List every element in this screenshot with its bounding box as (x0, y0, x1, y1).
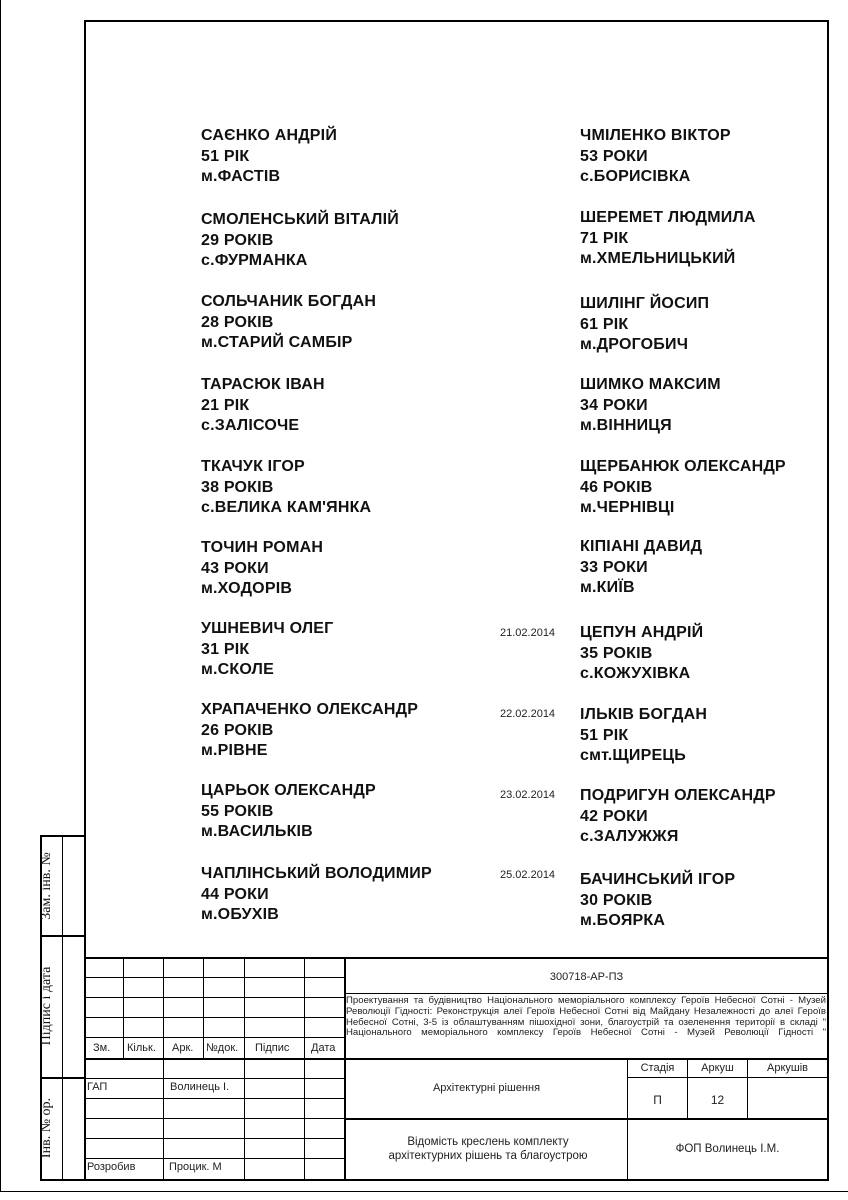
person-place: с.БОРИСІВКА (580, 168, 691, 185)
person-name: ЧАПЛІНСЬКИЙ ВОЛОДИМИР (201, 865, 432, 882)
person-age: 29 РОКІВ (201, 231, 274, 249)
person-age: 44 РОКИ (201, 885, 269, 903)
project-description: Проектування та будівництво Національного меморіального комплексу Героїв Небесної Сотні - Музей Революції Гідності: Реконструкція алеї Героїв Небесної Сотні від Майдану Незалежності до алеї Героїв Небесної Сотні, 3-5 із облаштуванням пішохідної зони, благоустрій та озеленення території в складі " Національного меморіального комплексу Героїв Небесної Сотні - Музей Революції Гідності " (346, 995, 826, 1039)
person-place: м.ОБУХІВ (201, 906, 280, 923)
person-place: смт.ЩИРЕЦЬ (580, 747, 686, 764)
drawing-title: Відомість креслень комплекту архітектурних рішень та благоустрою (388, 1136, 588, 1162)
person-place: с.ЗАЛІСОЧЕ (201, 417, 300, 434)
person-age: 51 РІК (580, 726, 629, 744)
stamp-inv-orig: Інв. № ор. (39, 1097, 54, 1159)
person-place: м.ХМЕЛЬНИЦЬКИЙ (580, 250, 736, 267)
date-label: 21.02.2014 (500, 627, 556, 639)
person-age: 42 РОКИ (580, 807, 648, 825)
stamp-signature-date: Підпис і дата (39, 966, 54, 1046)
person-age: 38 РОКІВ (201, 478, 274, 496)
person-place: с.ЗАЛУЖЖЯ (580, 828, 679, 845)
col-header-ndok: №док. (206, 1042, 239, 1054)
name-entry (201, 457, 371, 519)
name-entry (201, 292, 376, 354)
person-age: 53 РОКИ (580, 147, 648, 165)
name-entry (201, 864, 432, 926)
name-entry (580, 623, 703, 685)
person-age: 55 РОКІВ (201, 802, 274, 820)
person-name: ТАРАСЮК ІВАН (201, 376, 325, 393)
frame-right (827, 20, 829, 1181)
name-entry (201, 210, 399, 272)
name-entry (201, 619, 333, 681)
name-entry (580, 208, 756, 270)
role-gap: ГАП (87, 1081, 108, 1093)
person-name: СМОЛЕНСЬКИЙ ВІТАЛІЙ (201, 211, 399, 228)
person-place: с.ВЕЛИКА КАМ'ЯНКА (201, 499, 372, 516)
col-header-zm: Зм. (93, 1042, 111, 1054)
person-name: ШИМКО МАКСИМ (580, 376, 721, 393)
person-age: 46 РОКІВ (580, 478, 653, 496)
name-entry (201, 375, 325, 437)
page-bottom-border (0, 1191, 848, 1192)
stage-value: П (653, 1093, 662, 1107)
person-age: 61 РІК (580, 315, 629, 333)
name-entry (580, 126, 731, 188)
name-entry (580, 786, 776, 848)
person-place: с.КОЖУХІВКА (580, 665, 691, 682)
person-age: 30 РОКІВ (580, 891, 653, 909)
frame-bottom (40, 1179, 829, 1181)
person-place: м.СКОЛЕ (201, 661, 274, 678)
person-place: м.ЧЕРНІВЦІ (580, 499, 675, 516)
person-place: м.ФАСТІВ (201, 168, 281, 185)
stamp-divider (62, 835, 63, 1181)
name-entry (580, 705, 707, 767)
section-title: Архітектурні рішення (432, 1082, 541, 1094)
name-entry (580, 870, 735, 932)
person-place: м.РІВНЕ (201, 742, 268, 759)
person-name: ЦЕПУН АНДРІЙ (580, 624, 704, 641)
person-name: ХРАПАЧЕНКО ОЛЕКСАНДР (201, 701, 419, 718)
person-age: 43 РОКИ (201, 559, 269, 577)
person-name: ШИЛІНГ ЙОСИП (580, 295, 710, 312)
frame-top (84, 20, 829, 22)
person-age: 34 РОКИ (580, 396, 648, 414)
col-header-ark: Арк. (172, 1042, 194, 1054)
sheet-label: Аркуш (701, 1062, 734, 1074)
person-age: 51 РІК (201, 147, 250, 165)
person-place: м.СТАРИЙ САМБІР (201, 334, 353, 351)
person-age: 35 РОКІВ (580, 644, 653, 662)
person-name: ІЛЬКІВ БОГДАН (580, 706, 708, 723)
role-gap-name: Волинець І. (170, 1081, 230, 1093)
person-age: 28 РОКІВ (201, 313, 274, 331)
person-name: КІПІАНІ ДАВИД (580, 538, 703, 555)
person-place: м.ХОДОРІВ (201, 580, 293, 597)
frame-left (84, 20, 86, 1181)
name-entry (580, 375, 721, 437)
person-place: м.ВАСИЛЬКІВ (201, 823, 313, 840)
person-name: ШЕРЕМЕТ ЛЮДМИЛА (580, 209, 756, 226)
page-left-border (0, 0, 1, 1192)
person-place: с.ФУРМАНКА (201, 252, 308, 269)
person-age: 71 РІК (580, 229, 629, 247)
role-developer-name: Процик. М (169, 1161, 222, 1173)
person-name: ПОДРИГУН ОЛЕКСАНДР (580, 787, 776, 804)
col-header-data: Дата (311, 1042, 336, 1054)
person-age: 26 РОКІВ (201, 721, 274, 739)
person-place: м.ДРОГОБИЧ (580, 336, 689, 353)
date-label: 25.02.2014 (500, 869, 556, 881)
person-age: 31 РІК (201, 640, 250, 658)
person-place: м.КИЇВ (580, 579, 635, 596)
person-place: м.БОЯРКА (580, 912, 666, 929)
company-name: ФОП Волинець І.М. (675, 1143, 780, 1155)
sheet-value: 12 (710, 1093, 725, 1107)
person-age: 33 РОКИ (580, 558, 648, 576)
name-entry (580, 457, 786, 519)
role-developer: Розробив (87, 1161, 136, 1173)
date-label: 23.02.2014 (500, 789, 556, 801)
person-place: м.ВІННИЦЯ (580, 417, 672, 434)
person-name: ТОЧИН РОМАН (201, 539, 324, 556)
date-label: 22.02.2014 (500, 708, 556, 720)
name-entry (201, 700, 418, 762)
col-header-kilk: Кільк. (127, 1042, 156, 1054)
stamp-inv-replace: Зам. інв. № (39, 852, 54, 920)
person-name: УШНЕВИЧ ОЛЕГ (201, 620, 334, 637)
stage-label: Стадія (640, 1062, 675, 1074)
name-entry (580, 537, 702, 599)
person-name: ТКАЧУК ІГОР (201, 458, 305, 475)
person-name: САЄНКО АНДРІЙ (201, 127, 338, 144)
sheets-label: Аркушів (766, 1062, 808, 1074)
person-name: ЩЕРБАНЮК ОЛЕКСАНДР (580, 458, 786, 475)
person-age: 21 РІК (201, 396, 250, 414)
name-entry (580, 294, 709, 356)
document-code: 300718-АР-ПЗ (549, 971, 624, 983)
person-name: ЦАРЬОК ОЛЕКСАНДР (201, 782, 376, 799)
person-name: ЧМІЛЕНКО ВІКТОР (580, 127, 731, 144)
person-name: БАЧИНСЬКИЙ ІГОР (580, 871, 736, 888)
name-entry (201, 538, 323, 600)
name-entry (201, 126, 337, 188)
person-name: СОЛЬЧАНИК БОГДАН (201, 293, 377, 310)
name-entry (201, 781, 376, 843)
col-header-pidpys: Підпис (255, 1042, 290, 1054)
